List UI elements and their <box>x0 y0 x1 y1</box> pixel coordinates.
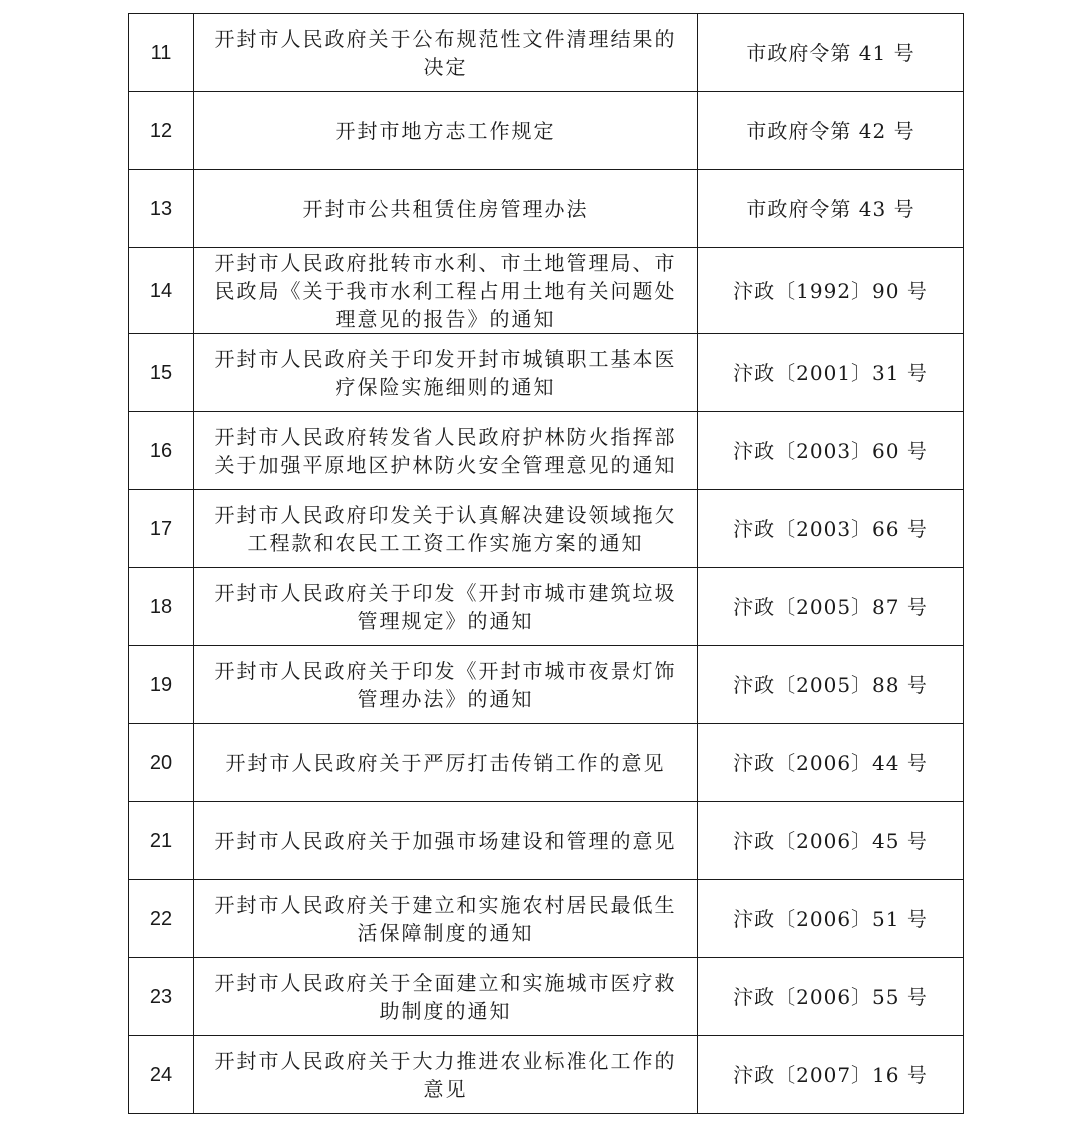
row-number: 11 <box>129 14 194 92</box>
document-title: 开封市地方志工作规定 <box>194 92 698 170</box>
table-row <box>129 248 964 334</box>
document-number: 汴政〔2005〕88 号 <box>698 646 964 724</box>
document-title: 开封市公共租赁住房管理办法 <box>194 170 698 248</box>
row-number: 23 <box>129 958 194 1036</box>
document-number: 汴政〔2006〕45 号 <box>698 802 964 880</box>
document-number: 市政府令第 42 号 <box>698 92 964 170</box>
row-number: 12 <box>129 92 194 170</box>
document-title: 开封市人民政府关于大力推进农业标准化工作的意见 <box>194 1036 698 1114</box>
row-number: 17 <box>129 490 194 568</box>
document-title: 开封市人民政府关于印发《开封市城市建筑垃圾管理规定》的通知 <box>194 568 698 646</box>
document-number: 市政府令第 43 号 <box>698 170 964 248</box>
document-number: 汴政〔1992〕90 号 <box>698 248 964 334</box>
document-title: 开封市人民政府关于印发《开封市城市夜景灯饰管理办法》的通知 <box>194 646 698 724</box>
table-row <box>129 170 964 248</box>
document-number: 汴政〔2003〕66 号 <box>698 490 964 568</box>
document-number: 汴政〔2006〕44 号 <box>698 724 964 802</box>
document-number: 汴政〔2005〕87 号 <box>698 568 964 646</box>
document-title: 开封市人民政府关于全面建立和实施城市医疗救助制度的通知 <box>194 958 698 1036</box>
table-row <box>129 958 964 1036</box>
document-title: 开封市人民政府关于建立和实施农村居民最低生活保障制度的通知 <box>194 880 698 958</box>
row-number: 18 <box>129 568 194 646</box>
table-row <box>129 646 964 724</box>
document-number: 汴政〔2006〕55 号 <box>698 958 964 1036</box>
table-row <box>129 412 964 490</box>
table-row <box>129 1036 964 1114</box>
table-row <box>129 490 964 568</box>
document-number: 汴政〔2003〕60 号 <box>698 412 964 490</box>
document-number: 汴政〔2006〕51 号 <box>698 880 964 958</box>
document-title: 开封市人民政府关于加强市场建设和管理的意见 <box>194 802 698 880</box>
table-row <box>129 568 964 646</box>
document-number: 市政府令第 41 号 <box>698 14 964 92</box>
document-title: 开封市人民政府关于严厉打击传销工作的意见 <box>194 724 698 802</box>
table-row <box>129 14 964 92</box>
row-number: 14 <box>129 248 194 334</box>
row-number: 24 <box>129 1036 194 1114</box>
row-number: 15 <box>129 334 194 412</box>
row-number: 21 <box>129 802 194 880</box>
document-title: 开封市人民政府关于印发开封市城镇职工基本医疗保险实施细则的通知 <box>194 334 698 412</box>
table-row <box>129 880 964 958</box>
table-row <box>129 334 964 412</box>
row-number: 20 <box>129 724 194 802</box>
table-row <box>129 724 964 802</box>
document-title: 开封市人民政府批转市水利、市土地管理局、市民政局《关于我市水利工程占用土地有关问题处理意见的报告》的通知 <box>194 248 698 334</box>
document-number: 汴政〔2001〕31 号 <box>698 334 964 412</box>
document-number: 汴政〔2007〕16 号 <box>698 1036 964 1114</box>
row-number: 22 <box>129 880 194 958</box>
row-number: 16 <box>129 412 194 490</box>
document-title: 开封市人民政府印发关于认真解决建设领域拖欠工程款和农民工工资工作实施方案的通知 <box>194 490 698 568</box>
row-number: 19 <box>129 646 194 724</box>
document-title: 开封市人民政府转发省人民政府护林防火指挥部关于加强平原地区护林防火安全管理意见的通知 <box>194 412 698 490</box>
table-row <box>129 92 964 170</box>
row-number: 13 <box>129 170 194 248</box>
document-title: 开封市人民政府关于公布规范性文件清理结果的决定 <box>194 14 698 92</box>
table-row <box>129 802 964 880</box>
document-list-table <box>128 13 964 1114</box>
